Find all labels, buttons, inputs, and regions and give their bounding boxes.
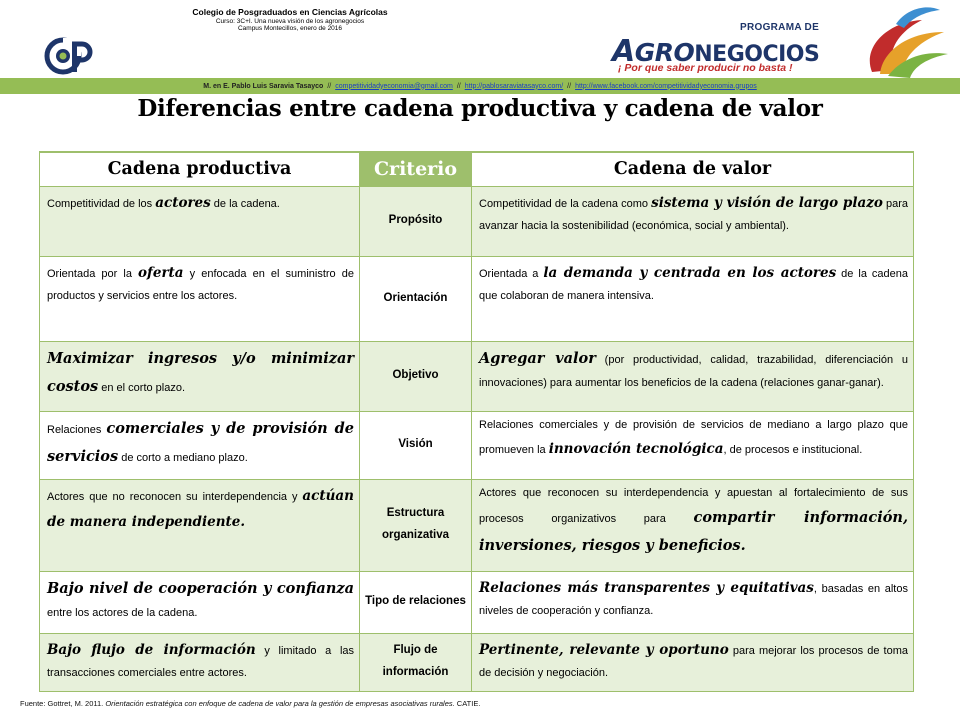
table-row — [40, 341, 914, 411]
emphasis-text: oferta — [138, 264, 184, 281]
agro-logo-negocios: NEGOCIOS — [694, 42, 820, 67]
separator: // — [567, 82, 572, 90]
program-label: PROGRAMA DE — [740, 22, 820, 33]
comparison-table-wrapper — [39, 151, 913, 688]
header-cadena-productiva: Cadena productiva — [40, 152, 360, 186]
emphasis-text: Bajo flujo de información — [47, 641, 256, 658]
cadena-productiva-cell — [40, 479, 360, 571]
cell-text: (por productividad, calidad, trazabilidad, diferenciación u innovaciones) para aumentar los beneficios de la cadena (relaciones ganar-ganar). — [479, 353, 908, 389]
source-citation — [20, 699, 480, 708]
emphasis-text: sistema y visión de largo plazo — [651, 194, 883, 211]
cell-text: Competitividad de la cadena como — [479, 197, 652, 210]
cadena-productiva-cell — [40, 341, 360, 411]
table-row — [40, 411, 914, 479]
source-title: Orientación estratégica con enfoque de cadena de valor para la gestión de empresas asociativas rurales. — [105, 699, 455, 708]
cell-text: para mejorar los procesos de toma de decisión y negociación. — [479, 644, 908, 679]
cell-text: Orientada por la — [47, 267, 139, 280]
table-row — [40, 633, 914, 691]
header-criterio: Criterio — [360, 152, 472, 186]
table-body — [40, 186, 914, 691]
agro-logo-a: A — [612, 34, 635, 69]
table-header-row — [40, 152, 914, 186]
cadena-productiva-cell — [40, 256, 360, 341]
cell-text: , basadas en altos niveles de cooperación y confianza. — [479, 582, 908, 617]
source-suffix: CATIE. — [454, 699, 481, 708]
table-row — [40, 571, 914, 633]
emphasis-text: innovación tecnológica — [548, 440, 724, 457]
emphasis-text: la demanda y centrada en los actores — [543, 264, 837, 281]
table-row — [40, 479, 914, 571]
source-prefix: Fuente: Gottret, M. 2011. — [20, 699, 106, 708]
cadena-de-valor-cell — [472, 633, 914, 691]
cadena-productiva-cell — [40, 571, 360, 633]
email-link[interactable]: competitividadyeconomia@gmail.com — [335, 82, 453, 90]
emphasis-text: actores — [155, 194, 211, 211]
criterio-cell: Tipo de relaciones — [360, 571, 472, 633]
cell-text: Relaciones — [47, 423, 107, 436]
comparison-table — [39, 151, 914, 692]
cell-text: , de procesos e institucional. — [723, 443, 863, 456]
cadena-de-valor-cell — [472, 479, 914, 571]
cadena-de-valor-cell — [472, 341, 914, 411]
slide-header — [0, 0, 960, 78]
cell-text: para avanzar hacia la sostenibilidad (económica, social y ambiental). — [479, 197, 909, 232]
colpos-logo-icon — [44, 36, 94, 76]
cell-text: Competitividad de los — [47, 197, 156, 210]
cadena-productiva-cell — [40, 411, 360, 479]
table-row — [40, 256, 914, 341]
cell-text: de corto a mediano plazo. — [118, 451, 248, 464]
emphasis-text: Pertinente, relevante y oportuno — [479, 641, 729, 658]
cadena-de-valor-cell — [472, 571, 914, 633]
criterio-cell: Visión — [360, 411, 472, 479]
cadena-de-valor-cell — [472, 411, 914, 479]
cell-text: Actores que no reconocen su interdependencia y — [47, 490, 303, 503]
cell-text: Actores que reconocen su interdependencia y apuestan al fortalecimiento de sus procesos organizativos para — [479, 486, 908, 525]
separator: // — [327, 82, 332, 90]
table-row — [40, 186, 914, 256]
header-cadena-de-valor: Cadena de valor — [472, 152, 914, 186]
cell-text: y limitado a las transacciones comerciales entre actores. — [47, 644, 355, 679]
cell-text: de la cadena. — [210, 197, 280, 210]
institution-name: Colegio de Posgraduados en Ciencias Agrícolas — [192, 7, 388, 17]
cadena-de-valor-cell — [472, 256, 914, 341]
cell-text: entre los actores de la cadena. — [47, 606, 198, 619]
emphasis-text: compartir información, inversiones, riesgos y beneficios. — [479, 508, 908, 555]
emphasis-text: actúan de manera independiente. — [47, 487, 354, 530]
criterio-cell: Estructura organizativa — [360, 479, 472, 571]
criterio-cell: Objetivo — [360, 341, 472, 411]
cell-text: Orientada a — [479, 267, 544, 280]
campus-date: Campus Montecillos, enero de 2016 — [237, 25, 343, 33]
cell-text: en el corto plazo. — [98, 381, 186, 394]
author-contact-band — [0, 78, 960, 94]
institution-block — [190, 8, 390, 33]
cadena-productiva-cell — [40, 186, 360, 256]
cell-text: y enfocada en el suministro de productos y servicios entre los actores. — [47, 267, 354, 302]
emphasis-text: comerciales y de provisión de servicios — [47, 419, 354, 465]
course-name: Curso: 3C+I. Una nueva visión de los agronegocios — [215, 17, 365, 25]
criterio-cell: Propósito — [360, 186, 472, 256]
emphasis-text: Maximizar ingresos y/o minimizar costos — [47, 349, 354, 395]
program-slogan: ¡ Por que saber producir no basta ! — [618, 62, 793, 74]
cadena-de-valor-cell — [472, 186, 914, 256]
facebook-link[interactable]: http://www.facebook.com/competitividadyeconomia.grupos — [575, 82, 757, 90]
emphasis-text: Relaciones más transparentes y equitativas — [479, 579, 814, 596]
cell-text: Relaciones comerciales y de provisión de servicios de mediano a largo plazo que promueven la — [479, 418, 908, 456]
emphasis-text: Bajo nivel de cooperación y confianza — [47, 579, 354, 597]
separator: // — [456, 82, 461, 90]
author-name: M. en E. Pablo Luis Saravia Tasayco — [203, 82, 324, 90]
agro-swirl-icon — [852, 2, 952, 82]
agro-logo-gro: GRO — [634, 38, 695, 67]
cell-text: de la cadena que colaboran de manera intensiva. — [479, 267, 908, 302]
emphasis-text: Agregar valor — [479, 349, 596, 367]
cadena-productiva-cell — [40, 633, 360, 691]
slide-title: Diferencias entre cadena productiva y cadena de valor — [137, 95, 823, 122]
criterio-cell: Orientación — [360, 256, 472, 341]
website-link[interactable]: http://pablosaraviatasayco.com/ — [464, 82, 564, 90]
criterio-cell: Flujo de información — [360, 633, 472, 691]
